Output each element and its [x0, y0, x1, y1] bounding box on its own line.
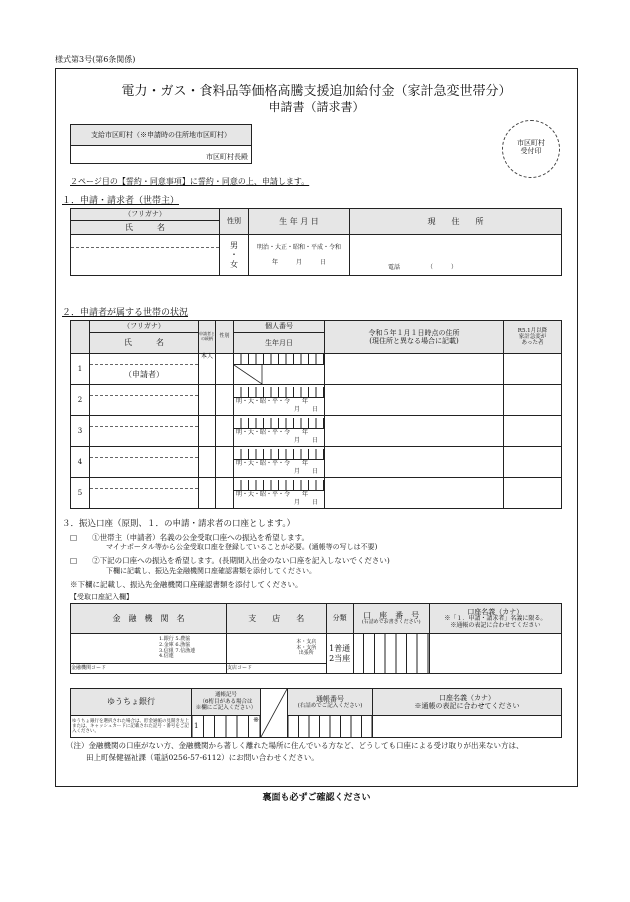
relation-self: 本人	[199, 354, 216, 385]
stamp-line2: 受付印	[520, 147, 542, 156]
applicant-table	[70, 208, 562, 276]
applicant-name-input[interactable]	[71, 235, 220, 276]
yucho-code-header: 通帳記号 （6桁目がある場合は ※欄にご記入ください）	[192, 689, 261, 716]
branch-header: 支 店 名	[226, 604, 326, 634]
my-number-input[interactable]	[234, 354, 325, 385]
option1-checkbox[interactable]: □ ①世帯主（申請者）名義の公金受取口座への振込を希望します。	[70, 533, 309, 542]
bank-box-title: 【受取口座記入欄】	[70, 593, 133, 601]
yucho-name: ゆうちょ銀行	[71, 689, 192, 716]
member-gender-input[interactable]	[216, 385, 234, 416]
yucho-note: ゆうちょ銀行を選択された場合は、貯金通帳の見開き左上または、キャッシュカードに記載された記号・番号をご記入ください。	[71, 715, 192, 737]
my-number-input[interactable]: 明・大・昭・平・令 年 月 日	[234, 447, 325, 478]
form-title: 電力・ガス・食料品等価格高騰支援追加給付金（家計急変世帯分）	[121, 84, 512, 99]
change-header: R5.1月以降 家計急変が あった者	[504, 321, 562, 354]
member-gender-input[interactable]	[216, 447, 234, 478]
account-number-input[interactable]	[353, 634, 429, 674]
member-name-input[interactable]: （申請者）	[90, 354, 199, 385]
my-number-input[interactable]: 明・大・昭・平・令 年 月 日	[234, 478, 325, 509]
section2-heading: ２．申請者が属する世帯の状況	[62, 308, 189, 318]
member-name-input[interactable]	[90, 447, 199, 478]
prior-address-input[interactable]	[325, 385, 504, 416]
relation-input[interactable]	[199, 385, 216, 416]
address-header: 現 住 所	[350, 209, 562, 235]
yucho-slash	[261, 689, 288, 738]
row-number: 1	[71, 354, 90, 385]
yucho-holder-input[interactable]	[373, 715, 562, 737]
household-row	[71, 385, 562, 416]
pledge-text: ２ページ目の【誓約・同意事項】に誓約・同意の上、申請します。	[70, 177, 310, 186]
prior-address-input[interactable]	[325, 416, 504, 447]
section3-heading: ３．振込口座（原則、１．の申請・請求者の口座とします。）	[62, 519, 296, 529]
branch-name-input[interactable]	[226, 634, 287, 664]
relation-input[interactable]	[199, 447, 216, 478]
member-gender-input[interactable]	[216, 478, 234, 509]
household-table	[70, 320, 562, 509]
household-birth-header: 生年月日	[234, 333, 325, 354]
yucho-table	[70, 688, 562, 738]
bank-table	[70, 603, 562, 674]
birth-date-fields: 年 月 日	[271, 259, 326, 266]
prior-address-input[interactable]	[325, 354, 504, 385]
bank-name-input[interactable]	[71, 634, 160, 664]
footnote-line1: （注）金融機関の口座がない方、金融機関から著しく離れた場所に住んでいる方など、どうしても口座による受け取りが出来ない方は、	[66, 741, 524, 750]
change-input[interactable]	[504, 416, 562, 447]
slash-mark	[261, 689, 287, 737]
change-input[interactable]	[504, 447, 562, 478]
branch-type-options[interactable]: 本・支店 本・支所 出張所	[287, 634, 326, 664]
bank-type-options[interactable]: 1.銀行 5.農協 2.金庫 6.漁協 3.信組 7.信漁連 4.信連	[159, 634, 226, 664]
category-header: 分類	[326, 604, 353, 634]
holder-input[interactable]	[429, 634, 561, 674]
name-header: 氏 名	[71, 221, 220, 235]
birth-header: 生 年 月 日	[249, 209, 350, 235]
member-name-input[interactable]	[90, 478, 199, 509]
bank-name-header: 金 融 機 関 名	[71, 604, 227, 634]
holder-header: 口座名義（カナ） ※「１．申請・請求者」名義に限る。 ※通帳の表記に合わせてください	[429, 604, 561, 634]
yucho-code-input[interactable]: 1 ※	[192, 715, 261, 737]
change-input[interactable]	[504, 478, 562, 509]
address-input[interactable]	[350, 235, 562, 276]
reception-stamp	[502, 120, 560, 178]
gender-header: 性別	[220, 209, 249, 235]
member-gender-input[interactable]	[216, 354, 234, 385]
household-row	[71, 416, 562, 447]
stamp-line1: 市区町村	[517, 139, 545, 147]
option2-note: 下欄に記載し、振込先金融機関口座確認書類を添付してください。	[106, 567, 316, 575]
gender-options[interactable]: 男 ・ 女	[220, 235, 249, 276]
relation-input[interactable]	[199, 478, 216, 509]
change-input[interactable]	[504, 354, 562, 385]
member-name-input[interactable]	[90, 416, 199, 447]
my-number-input[interactable]: 明・大・昭・平・令 年 月 日	[234, 416, 325, 447]
household-row	[71, 447, 562, 478]
form-subtitle: 申請書（請求書）	[268, 100, 365, 114]
change-input[interactable]	[504, 385, 562, 416]
row-number: 5	[71, 478, 90, 509]
prior-address-input[interactable]	[325, 478, 504, 509]
account-no-header: 口 座 番 号 (右詰めでお書きください)	[353, 604, 429, 634]
category-options[interactable]: 1普通 2当座	[326, 634, 353, 674]
household-row	[71, 354, 562, 385]
attachment-note: ※下欄に記載し、振込先金融機関口座確認書類を添付してください。	[70, 580, 303, 589]
era-options: 明治・大正・昭和・平成・令和	[256, 243, 341, 251]
my-number-header: 個人番号	[234, 321, 325, 333]
yucho-number-input[interactable]	[288, 715, 373, 737]
phone-field: 電話 （ ）	[388, 263, 458, 271]
member-gender-input[interactable]	[216, 416, 234, 447]
row-number: 2	[71, 385, 90, 416]
prior-address-input[interactable]	[325, 447, 504, 478]
row-number: 3	[71, 416, 90, 447]
yucho-number-header: 通帳番号 (右詰めでご記入ください)	[288, 689, 373, 716]
birth-input[interactable]	[249, 235, 350, 276]
branch-code-field[interactable]: 支店コード	[226, 664, 326, 674]
furigana-header: （フリガナ）	[71, 209, 220, 221]
municipality-label: 支給市区町村（※申請時の住所地市区町村）	[71, 125, 251, 146]
my-number-input[interactable]: 明・大・昭・平・令 年 月 日	[234, 385, 325, 416]
member-name-input[interactable]	[90, 385, 199, 416]
household-row	[71, 478, 562, 509]
row-number: 4	[71, 447, 90, 478]
form-number: 様式第3号(第6条関係)	[55, 55, 136, 64]
footnote-line2: 田上町保健福祉課（電話0256-57-6112）にお問い合わせください。	[86, 753, 319, 762]
section1-heading: １．申請・請求者（世帯主）	[62, 196, 180, 206]
municipality-suffix: 市区町村長殿	[206, 152, 248, 161]
relation-header: 申請者との続柄	[199, 321, 216, 354]
household-name-header: 氏 名	[90, 333, 199, 354]
relation-input[interactable]	[199, 416, 216, 447]
municipality-input[interactable]	[72, 146, 192, 160]
prior-address-header: 令和５年１月１日時点の住所 (現住所と異なる場合に記載)	[325, 321, 504, 354]
bank-code-field[interactable]: 金融機関コード	[71, 664, 227, 674]
household-gender-header: 性別	[216, 321, 234, 354]
diagonal-strike	[234, 365, 324, 384]
household-furigana-header: （フリガナ）	[90, 321, 199, 333]
option2-checkbox[interactable]: □ ②下記の口座への振込を希望します。(長期間入出金のない口座を記入しないでください)	[70, 556, 390, 565]
option1-note: マイナポータル等から公金受取口座を登録していることが必要。(通帳等の写しは不要)	[106, 543, 378, 551]
yucho-holder-header: 口座名義（カナ） ※通帳の表記に合わせてください	[373, 689, 562, 716]
back-notice: 裏面も必ずご確認ください	[262, 793, 371, 803]
